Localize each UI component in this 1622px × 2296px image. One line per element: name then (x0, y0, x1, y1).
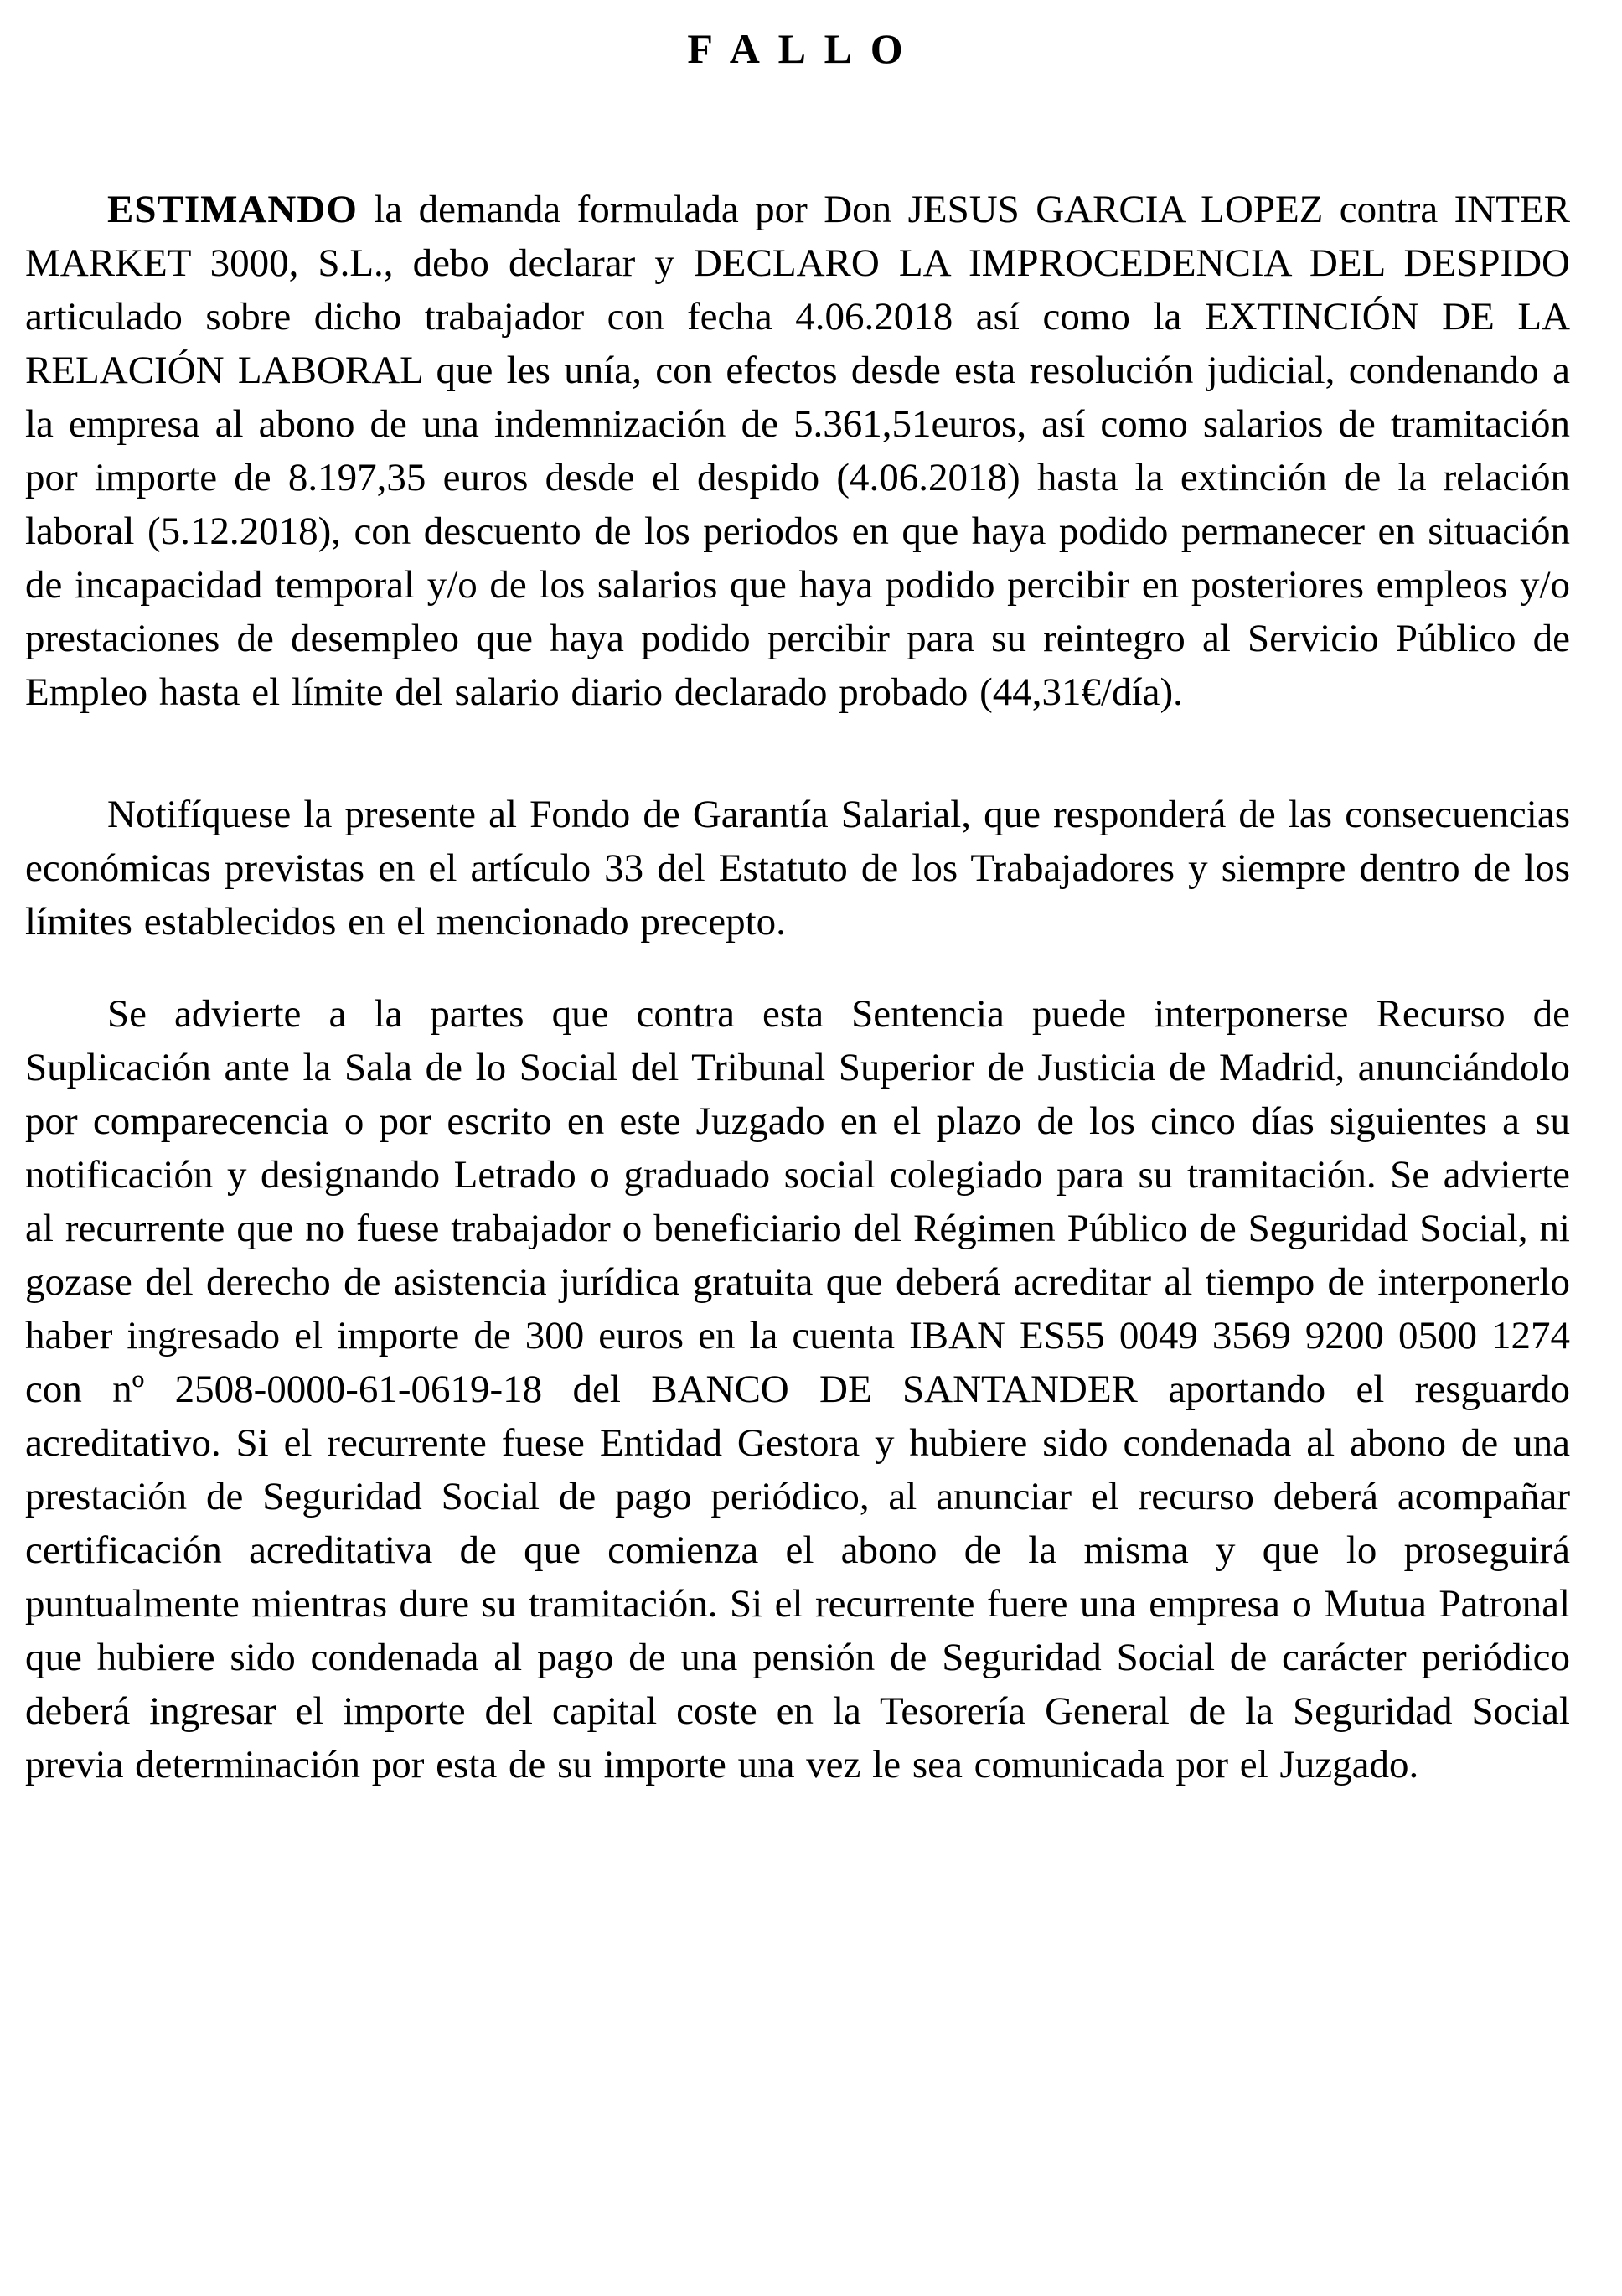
ruling-body-text: la demanda formulada por Don JESUS GARCIA LOPEZ contra INTER MARKET 3000, S.L., debo declarar y DECLARO LA IMPROCEDENCIA DEL DESPIDO articulado sobre dicho trabajador con fecha 4.06.2018 así como la EXTINCIÓN DE LA RELACIÓN LABORAL que les unía, con efectos desde esta resolución judicial, condenando a la empresa al abono de una indemnización de 5.361,51euros, así como salarios de tramitación por importe de 8.197,35 euros desde el despido (4.06.2018) hasta la extinción de la relación laboral (5.12.2018), con descuento de los periodos en que haya podido permanecer en situación de incapacidad temporal y/o de los salarios que haya podido percibir en posteriores empleos y/o prestaciones de desempleo que haya podido percibir para su reintegro al Servicio Público de Empleo hasta el límite del salario diario declarado probado (44,31€/día). (25, 188, 1570, 714)
paragraph-ruling (25, 183, 1570, 719)
paragraph-fogasa-notice: Notifíquese la presente al Fondo de Garantía Salarial, que responderá de las consecuencias económicas previstas en el artículo 33 del Estatuto de los Trabajadores y siempre dentro de los límites establecidos en el mencionado precepto. (25, 793, 1570, 944)
paragraph-appeal-notice: Se advierte a la partes que contra esta Sentencia puede interponerse Recurso de Suplicación ante la Sala de lo Social del Tribunal Superior de Justicia de Madrid, anunciándolo por comparecencia o por escrito en este Juzgado en el plazo de los cinco días siguientes a su notificación y designando Letrado o graduado social colegiado para su tramitación. Se advierte al recurrente que no fuese trabajador o beneficiario del Régimen Público de Seguridad Social, ni gozase del derecho de asistencia jurídica gratuita que deberá acreditar al tiempo de interponerlo haber ingresado el importe de 300 euros en la cuenta IBAN ES55 0049 3569 9200 0500 1274 con nº 2508-0000-61-0619-18 del BANCO DE SANTANDER aportando el resguardo acreditativo. Si el recurrente fuese Entidad Gestora y hubiere sido condenada al abono de una prestación de Seguridad Social de pago periódico, al anunciar el recurso deberá acompañar certificación acreditativa de que comienza el abono de la misma y que lo proseguirá puntualmente mientras dure su tramitación. Si el recurrente fuere una empresa o Mutua Patronal que hubiere sido condenada al pago de una pensión de Seguridad Social de carácter periódico deberá ingresar el importe del capital coste en la Tesorería General de la Seguridad Social previa determinación por esta de su importe una vez le sea comunicada por el Juzgado. (25, 992, 1570, 1787)
ruling-lead-word: ESTIMANDO (107, 188, 358, 231)
page-title: F A L L O (687, 25, 908, 72)
